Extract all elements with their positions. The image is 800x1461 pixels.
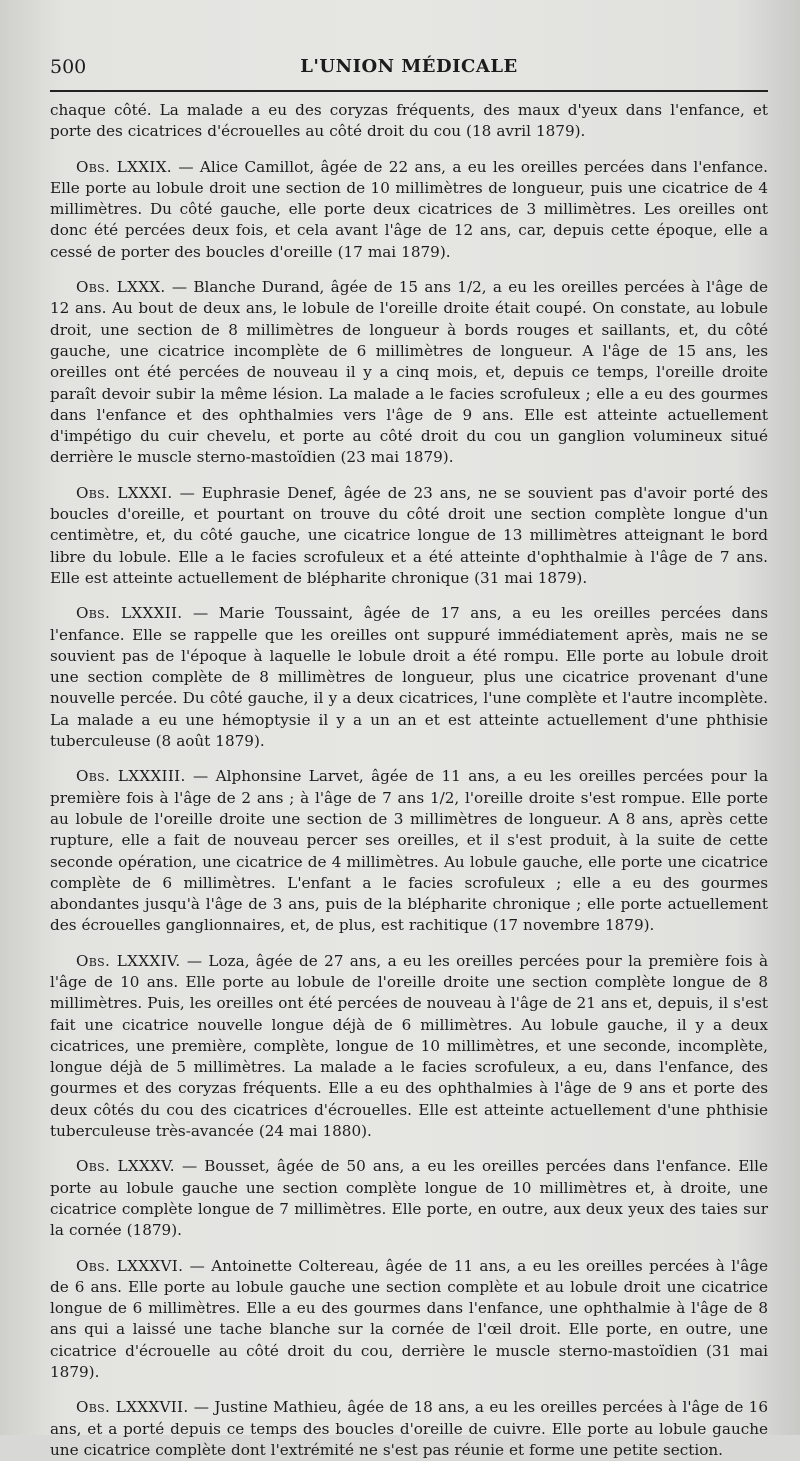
observation-85 [50, 1156, 768, 1241]
observation-label: Obs. LXXIX. [76, 157, 172, 176]
running-head [50, 52, 768, 82]
observation-82 [50, 603, 768, 752]
observation-81 [50, 483, 768, 589]
observation-text: — Bousset, âgée de 50 ans, a eu les oreilles percées dans l'enfance. Elle porte au lobule gauche une section complète longue de 10 millimètres et, à droite, une cicatrice complète longue de 7 millimètres. Elle porte, en outre, aux deux yeux des taies sur la cornée (1879). [50, 1157, 768, 1240]
observation-label: Obs. LXXXI. [76, 483, 173, 502]
observation-86 [50, 1256, 768, 1384]
observation-text: — Euphrasie Denef, âgée de 23 ans, ne se souvient pas d'avoir porté des boucles d'oreille, et pourtant on trouve du côté droit une section complète longue d'un centimètre, et, du côté gauche, une cicatrice longue de 13 millimètres atteignant le bord libre du lobule. Elle a le facies scrofuleux et a été atteinte d'ophthalmie à l'âge de 7 ans. Elle est atteinte actuellement de blépharite chronique (31 mai 1879). [50, 483, 768, 587]
observation-text: — Alphonsine Larvet, âgée de 11 ans, a eu les oreilles percées pour la première fois à l'âge de 2 ans ; à l'âge de 7 ans 1/2, l'oreille droite s'est rompue. Elle porte au lobule de l'oreille droite une section de 3 millimètres de longueur. A 8 ans, après cette rupture, elle a fait de nouveau percer ses oreilles, et il s'est produit, à la suite de cette seconde opération, une cicatrice de 4 millimètres. Au lobule gauche, elle porte une cicatrice complète de 6 millimètres. L'enfant a le facies scrofuleux ; elle a eu des gourmes abondantes jusqu'à l'âge de 3 ans, puis de la blépharite chronique ; elle porte actuellement des écrouelles ganglionnaires, et, de plus, est rachitique (17 novembre 1879). [50, 767, 768, 935]
observation-text: — Marie Toussaint, âgée de 17 ans, a eu les oreilles percées dans l'enfance. Elle se rappelle que les oreilles ont suppuré immédiatement après, mais ne se souvient pas de l'époque à laquelle le lobule droit a été rompu. Elle porte au lobule droit une section complète de 8 millimètres de longueur, plus une cicatrice provenant d'une nouvelle percée. Du côté gauche, il y a deux cicatrices, l'une complète et l'autre incomplète. La malade a eu une hémoptysie il y a un an et est atteinte actuellement d'une phthisie tuberculeuse (8 août 1879). [50, 604, 769, 751]
observation-label: Obs. LXXXIV. [76, 951, 181, 970]
observation-text: — Justine Mathieu, âgée de 18 ans, a eu les oreilles percées à l'âge de 16 ans, et a porté depuis ce temps des boucles d'oreille de cuivre. Elle porte au lobule gauche une cicatrice complète dont l'extrémité ne s'est pas réunie et forme une petite section. [50, 1398, 768, 1459]
article-body [50, 100, 768, 1461]
observation-text: — Antoinette Coltereau, âgée de 11 ans, a eu les oreilles percées à l'âge de 6 ans. Elle porte au lobule gauche une section complète et au lobule droit une cicatrice longue de 6 millimètres. Elle a eu des gourmes dans l'enfance, une ophthalmie à l'âge de 8 ans qui a laissé une tache blanche sur la cornée de l'œil droit. Elle porte, en outre, une cicatrice d'écrouelle au côté droit du cou, derrière le muscle sterno-mastoïdien (31 mai 1879). [50, 1256, 768, 1382]
page-number: 500 [50, 56, 87, 78]
observation-83 [50, 766, 768, 936]
observation-79 [50, 157, 768, 263]
paragraph-text: chaque côté. La malade a eu des coryzas fréquents, des maux d'yeux dans l'enfance, et porte des cicatrices d'écrouelles au côté droit du cou (18 avril 1879). [50, 101, 768, 141]
observation-80 [50, 277, 768, 469]
header-rule [50, 90, 768, 92]
continued-paragraph [50, 100, 768, 143]
observation-84 [50, 951, 768, 1143]
observation-text: — Loza, âgée de 27 ans, a eu les oreilles percées pour la première fois à l'âge de 10 ans. Elle porte au lobule de l'oreille droite une section complète longue de 8 millimètres. Puis, les oreilles ont été percées de nouveau à l'âge de 21 ans et, depuis, il s'est fait une cicatrice nouvelle longue déjà de 6 millimètres. Au lobule gauche, il y a deux cicatrices, une première, complète, longue de 10 millimètres, et une seconde, incomplète, longue déjà de 5 millimètres. La malade a le facies scrofuleux, a eu, dans l'enfance, des gourmes et des coryzas fréquents. Elle a eu des ophthalmies à l'âge de 9 ans et porte des deux côtés du cou des cicatrices d'écrouelles. Elle est atteinte actuellement d'une phthisie tuberculeuse très-avancée (24 mai 1880). [50, 951, 768, 1141]
observation-label: Obs. LXXXIII. [76, 767, 186, 786]
observation-label: Obs. LXXX. [76, 278, 166, 297]
journal-title: L'UNION MÉDICALE [300, 56, 518, 77]
observation-label: Obs. LXXXVI. [76, 1256, 184, 1275]
observation-label: Obs. LXXXVII. [76, 1398, 189, 1417]
observation-text: — Alice Camillot, âgée de 22 ans, a eu les oreilles percées dans l'enfance. Elle porte au lobule droit une section de 10 millimètres de longueur, puis une cicatrice de 4 millimètres. Du côté gauche, elle porte deux cicatrices de 3 millimètres. Les oreilles ont donc été percées deux fois, et cela avant l'âge de 12 ans, car, depuis cette époque, elle a cessé de porter des boucles d'oreille (17 mai 1879). [50, 157, 769, 261]
observation-label: Obs. LXXXII. [76, 604, 183, 623]
observation-label: Obs. LXXXV. [76, 1157, 175, 1176]
observation-text: — Blanche Durand, âgée de 15 ans 1/2, a eu les oreilles percées à l'âge de 12 ans. Au bout de deux ans, le lobule de l'oreille droite était coupé. On constate, au lobule droit, une section de 8 millimètres de longueur à bords rouges et saillants, et, du côté gauche, une cicatrice incomplète de 6 millimètres de longueur. A l'âge de 15 ans, les oreilles ont été percées de nouveau il y a cinq mois, et, depuis ce temps, l'oreille droite paraît devoir subir la même lésion. La malade a le facies scrofuleux ; elle a eu des gourmes dans l'enfance et des ophthalmies vers l'âge de 9 ans. Elle est atteinte actuellement d'impétigo du cuir chevelu, et porte au côté droit du cou un ganglion volumineux situé derrière le muscle sterno-mastoïdien (23 mai 1879). [50, 278, 768, 467]
observation-87 [50, 1397, 768, 1461]
